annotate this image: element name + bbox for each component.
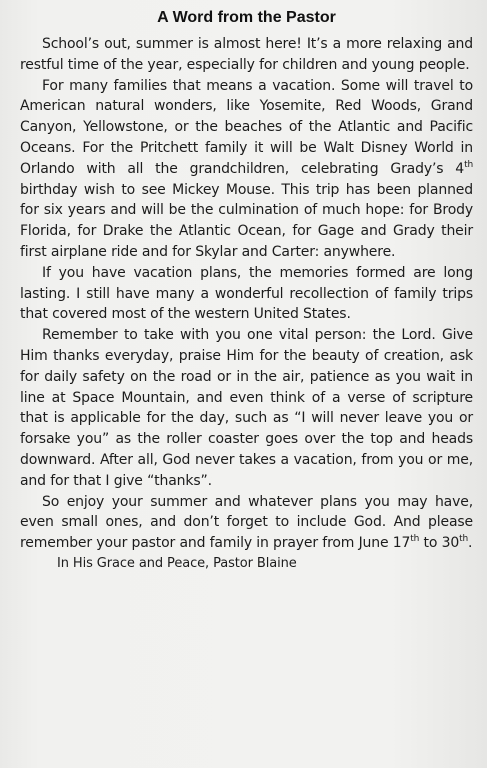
paragraph-vacation-plans: [20, 76, 473, 263]
ordinal-superscript-start: th: [410, 534, 420, 545]
paragraph-enjoy-summer: [20, 492, 473, 554]
ordinal-superscript: th: [464, 159, 473, 170]
paragraph-enjoy-text-3: .: [468, 535, 473, 552]
paragraph-summer-intro: School’s out, summer is almost here! It’s a more relaxing and restful time of the year, especially for children and young people.: [20, 36, 473, 73]
paragraph-memories: If you have vacation plans, the memories formed are long lasting. I still have many a wonderful recollection of family trips that covered most of the western United States.: [20, 264, 473, 323]
ordinal-superscript-end: th: [459, 534, 469, 545]
paragraph-vacation-text-2: birthday wish to see Mickey Mouse. This trip has been planned for six years and will be the culmination of much hope: for Brody Florida, for Drake the Atlantic Ocean, for Gage and Grady their first airplane ride and for Skylar and Carter: anywhere.: [20, 181, 473, 260]
paragraph-enjoy-text-2: to 30: [419, 535, 460, 552]
paragraph-remember-lord: Remember to take with you one vital person: the Lord. Give Him thanks everyday, praise Him for the beauty of creation, ask for daily safety on the road or in the air, patience as you wait in line at Space Mountain, and even think of a verse of scripture that is applicable for the day, such as “I will never leave you or forsake you” as the roller coaster goes over the top and heads downward. After all, God never takes a vacation, from you or me, and for that I give “thanks”.: [20, 327, 473, 489]
article-title: A Word from the Pastor: [157, 9, 336, 26]
signature-line: In His Grace and Peace, Pastor Blaine: [57, 555, 297, 571]
paragraph-enjoy-text-1: So enjoy your summer and whatever plans you may have, even small ones, and don’t forget to include God. And please remember your pastor and family in prayer from June 17: [20, 493, 473, 552]
paragraph-vacation-text-1: For many families that means a vacation. Some will travel to American natural wonders, like Yosemite, Red Woods, Grand Canyon, Yellowstone, or the beaches of the Atlantic and Pacific Oceans. For the Pritchett family it will be Walt Disney World in Orlando with all the grandchildren, celebrating Grady’s 4: [20, 77, 473, 177]
